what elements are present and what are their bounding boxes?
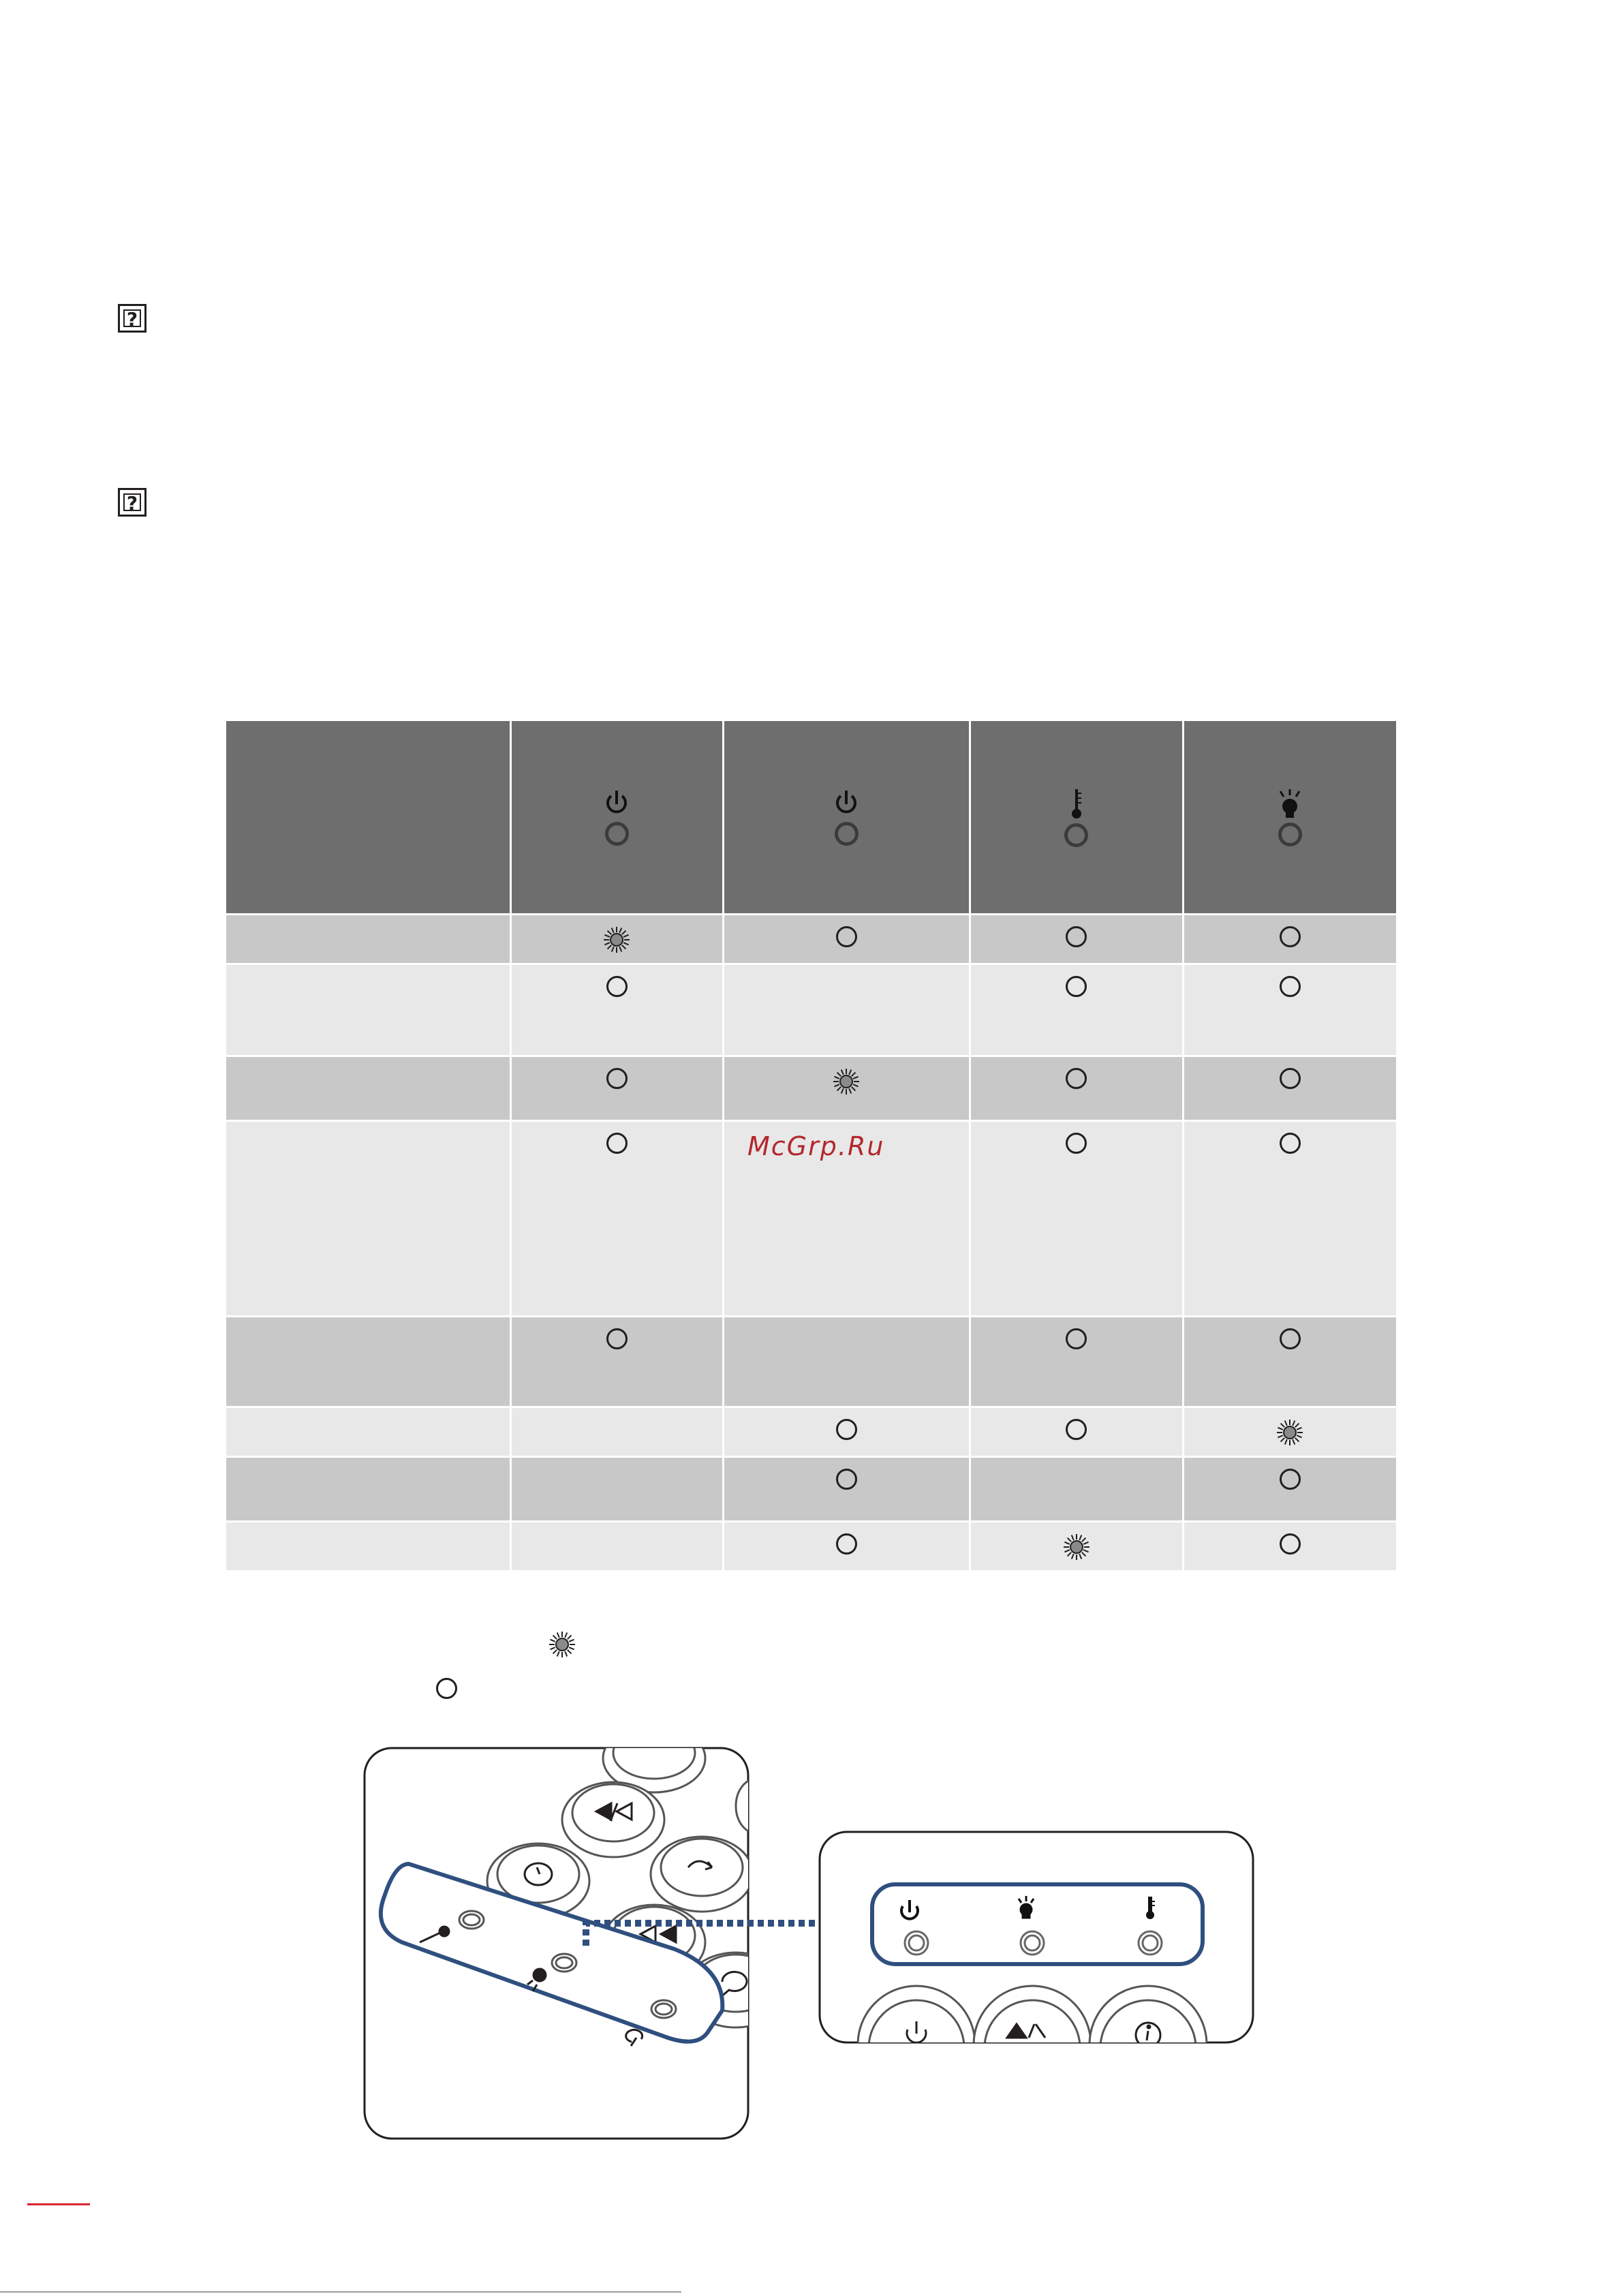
table-cell <box>723 1522 970 1572</box>
legend-flashing <box>548 1630 576 1662</box>
led-indicator <box>1064 823 1088 847</box>
off-led-icon <box>836 1419 857 1440</box>
off-led-icon <box>1280 976 1301 997</box>
header-temp-cell <box>970 721 1183 915</box>
table-row <box>226 1407 1396 1457</box>
page-bottom-line <box>0 2291 681 2293</box>
off-led-icon <box>606 976 628 997</box>
table-cell <box>1183 915 1396 964</box>
table-cell <box>510 1407 723 1457</box>
lamp-icon <box>1275 789 1305 820</box>
power-on-icon <box>833 789 860 819</box>
table-cell-label <box>226 1522 510 1572</box>
table-cell <box>723 964 970 1056</box>
table-row <box>226 1317 1396 1407</box>
off-led-icon <box>836 1533 857 1555</box>
table-cell-label <box>226 1407 510 1457</box>
led-indicator <box>835 822 859 846</box>
header-power-cell <box>723 721 970 915</box>
table-cell <box>510 964 723 1056</box>
table-cell <box>1183 964 1396 1056</box>
off-led-icon <box>1066 1328 1087 1349</box>
power-standby-icon <box>603 789 630 819</box>
table-cell-label <box>226 915 510 964</box>
off-led-icon <box>1066 1068 1087 1089</box>
header-label-cell <box>226 721 510 915</box>
table-cell <box>510 1056 723 1121</box>
off-led-icon <box>606 1133 628 1154</box>
table-cell <box>970 1121 1183 1317</box>
table-cell <box>510 1457 723 1522</box>
led-indicator <box>1278 823 1302 846</box>
table-row <box>226 964 1396 1056</box>
table-cell-label <box>226 1121 510 1317</box>
table-row <box>226 1457 1396 1522</box>
table-cell <box>970 1457 1183 1522</box>
table-cell <box>723 915 970 964</box>
flashing-icon <box>833 1068 860 1095</box>
table-cell <box>723 1317 970 1407</box>
table-cell <box>723 1457 970 1522</box>
table-cell <box>970 964 1183 1056</box>
off-led-icon <box>1066 1133 1087 1154</box>
led-indicator <box>605 822 629 846</box>
table-cell <box>510 1121 723 1317</box>
table-cell <box>970 1056 1183 1121</box>
table-row <box>226 915 1396 964</box>
off-led-icon <box>606 1328 628 1349</box>
header-lamp-cell <box>1183 721 1396 915</box>
off-led-icon <box>436 1678 457 1699</box>
legend-off <box>436 1678 457 1702</box>
flashing-icon <box>548 1630 576 1659</box>
header-standby-cell <box>510 721 723 915</box>
flashing-icon <box>603 926 630 953</box>
table-row <box>226 1522 1396 1572</box>
temp-icon <box>1068 788 1085 821</box>
table-cell <box>1183 1407 1396 1457</box>
question-mark-icon: ? <box>118 488 146 517</box>
off-led-icon <box>1280 1068 1301 1089</box>
table-cell <box>510 1317 723 1407</box>
off-led-icon <box>1066 926 1087 947</box>
table-cell <box>510 1522 723 1572</box>
off-led-icon <box>836 1469 857 1490</box>
table-cell-label <box>226 1457 510 1522</box>
table-cell-label <box>226 1317 510 1407</box>
off-led-icon <box>1066 976 1087 997</box>
flashing-icon <box>1276 1419 1303 1446</box>
off-led-icon <box>606 1068 628 1089</box>
table-cell <box>1183 1317 1396 1407</box>
off-led-icon <box>1280 1533 1301 1555</box>
table-cell <box>510 915 723 964</box>
table-cell <box>1183 1522 1396 1572</box>
table-cell <box>970 1407 1183 1457</box>
question-mark-icon: ? <box>118 304 146 333</box>
table-cell <box>970 915 1183 964</box>
off-led-icon <box>1280 1133 1301 1154</box>
led-location-illustration <box>354 1738 1267 2160</box>
table-cell-label <box>226 1056 510 1121</box>
table-cell <box>1183 1056 1396 1121</box>
table-cell <box>1183 1457 1396 1522</box>
page-footer-rule <box>27 2203 90 2205</box>
table-cell <box>723 1407 970 1457</box>
table-cell <box>970 1317 1183 1407</box>
off-led-icon <box>1280 926 1301 947</box>
flashing-icon <box>1063 1533 1090 1561</box>
table-cell-label <box>226 964 510 1056</box>
off-led-icon <box>1280 1328 1301 1349</box>
table-cell <box>1183 1121 1396 1317</box>
table-row <box>226 1056 1396 1121</box>
watermark-text: McGrp.Ru <box>747 1131 885 1161</box>
table-header-row <box>226 721 1396 915</box>
off-led-icon <box>1280 1469 1301 1490</box>
off-led-icon <box>836 926 857 947</box>
table-cell <box>723 1056 970 1121</box>
off-led-icon <box>1066 1419 1087 1440</box>
table-cell <box>970 1522 1183 1572</box>
